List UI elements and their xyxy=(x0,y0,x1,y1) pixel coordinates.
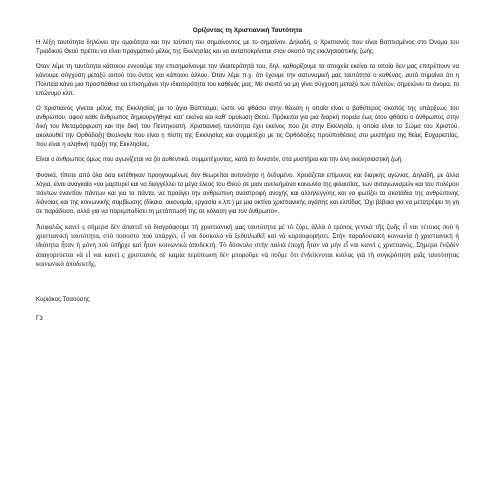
paragraph-authentic-life: Είναι ο άνθρωπος όμως που αγωνίζεται να ζει αυθεντικά, συμμετέχοντας, κατά το δυνατόν, στα μυστήρια και την όλη εκκλησιαστική ζωή. xyxy=(36,156,403,164)
class-label: Γ3 xyxy=(36,314,43,322)
document-page xyxy=(36,26,459,323)
author-signature: Κυριάκος Τσαούσης xyxy=(36,295,90,303)
paragraph-identity-definition: Η λέξη ταυτότητα δηλώνει την ομοιότητα και την ταύτιση του σημαίνοντος με το σημαίνον. Δηλαδή, ο Χριστιανός που είναι Βαπτισμένος στο Όνομα του Τριαδικού Θεού πρέπει να είναι πραγματικό μέλος της Εκκλησίας και να ανταποκρίνεται στον σκοπό της εκκλησιαστικής ζωής. xyxy=(36,39,459,55)
paragraph-identity-example: Όταν λέμε τη ταυτότητα κάποιου εννοούμε την επισημαίνουμε την ιδιαιτερότητά του, δηλ. καθορίζουμε τα στοιχεία εκείνα τα οποία δεν μας επιτρέπουν να κάνουμε σύγχυση μεταξύ αυτού του όντος και κάποιου άλλου. Όταν λέμε π.χ. ότι έχουμε την αστυνομική μας ταυτότητα ο καθένας, αυτό σημαίνει ότι η Πολιτεία κάνει μια προσπάθεια να επισημάνει την ιδιαιτερότητα του καθένός μας. Με σκοπό να μη γίνει σύγχυση μεταξύ των πολιτών, σημειώνει το όνομα, το επώνυμο κλπ. xyxy=(36,63,459,98)
document-title: Ορίζοντας τη Χριστιανική Ταυτότητα xyxy=(192,27,303,34)
paragraph-modern-society: Ἀσφαλῶς κανεὶ ς σήμερα δὲν ἀπαιτεῖ νὰ διαγράφουμε τὴ χριστιανικὴ μας ταυτότητα μὲ τὸ ζόρι, ἀλλὰ ὁ τρόπος γενικὰ τῆς ζωῆς εἶ ναι τέτοιος ποὺ ἡ χριστιανικὴ ταυτότητα, στὸ ποσοστὸ ποὺ ὑπάρχει, εἶ ναι δύσκολο νὰ ξεδιπλωθεῖ καὶ νὰ καρποφορήσει. Στὴν παραδοσιακὴ κοινωνία ἡ χριστιανικὴ ἡ ἰδιότητα ἦταν ἡ μόνη ποὺ ὑπῆρχε καὶ ἦταν κοινωνικὰ ἀποδεκτή. Τὸ δύσκολο στὴν παλιὰ ἐποχὴ ἦταν νὰ μὴν εἶ ναι κανεὶ ς χριστιανός. Σήμερα ἐνῷδὲν ἀπαγορεύεται νὰ εἶ ναι κανεὶ ς χριστιανός σὲ καμία περίπτωση δὲν μποροῦμε νὰ ποῦμε ὅτι ἐνδείκνυται κιόλας γιὰ τὴ συγκρότηση μιᾶς ταυτότητας κοινωνικὰ ἀποδεκτῆς. xyxy=(36,223,459,268)
paragraph-struggle: Φυσικά, τίποτε από όλα όσα εκτέθηκαν προηγουμένως δεν θεωρείται αυτονόητο ή δεδομένο. Χρειάζεται επίμονος και διαρκής αγώνας. Δηλαδή, με άλλα λόγια, είναι αναγκαίο «να μαρτυρεί και να διαγγέλλει το μέγα έλεος του Θεού σε μιαν ανελεήμονα κοινωνία της φιλαυτίας, των ανταγωνισμών και του πολέμου πάντων εναντίον πάντων και για τα πάντα, να προάγει την ανθρώπινη αναστροφή ανοχής και αλληλεγγύης και να φωτίζει τα σκοτάδια της ανθρώπινης διάνοιας και της κοινωνικής συμβίωσης (δίκαιο, οικονομία, εργασία κ.λπ.) με μια ακτίνα χριστιανικής αγάπης και ελπίδας. Όχι βέβαια για να μετατρέψει τη γη σε παράδεισο, αλλά για να παρεμποδίσει τη μετάπτωσή της σε κόλαση για τον άνθρωπο». xyxy=(36,171,459,215)
paragraph-baptism: Ο Χριστιανός γίνεται μέλος της Εκκλησίας με το άγιο Βάπτισμα, ώστε να φθάσει στην θέωση η οποία είναι ο βαθύτερος σκοπός της υπάρξεως του ανθρώπου, αφού κάθε άνθρωπος δημιουργήθηκε κατ' εικόνα και καθ' ομοίωση Θεού. Πρόκειται για μια διαρκή πορεία έως ότου φθάσει ο άνθρωπος στην δική του Μεταμόρφωση και την δική του Πεντηκοστή. Χριστιανική ταυτότητα έχει εκείνος που ζει στην Εκκλησία, η οποία είναι το Σώμα του Χριστού, ακολουθεί την Ορθόδοξη Θεολογία που είναι η πίστη της Εκκλησίας και συμμετέχει με τις Ορθόδοξες προϋποθέσεις στο μυστήριο της θείας Ευχαριστίας, που είναι η αληθινή πράξη της Εκκλησίας. xyxy=(36,105,459,149)
